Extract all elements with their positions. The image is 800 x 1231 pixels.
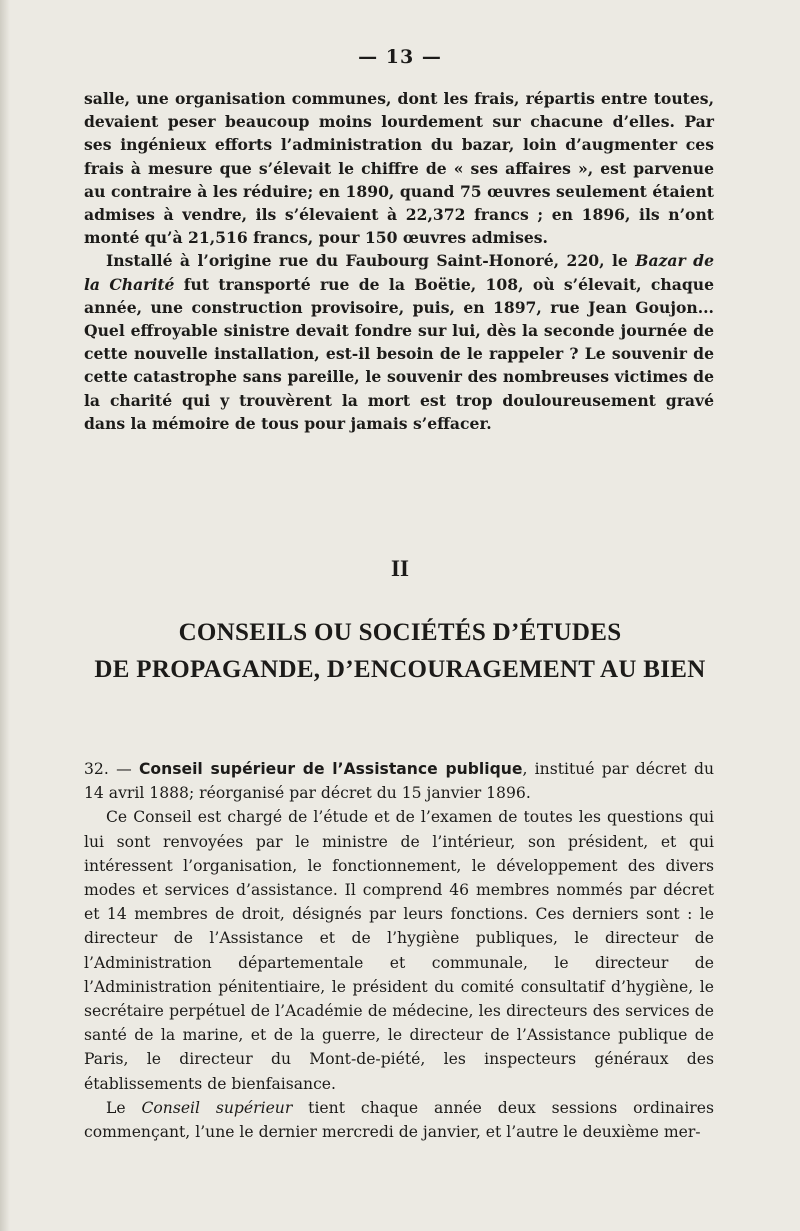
paragraph-bazar-history: Installé à l’origine rue du Faubourg Saint-Honoré, 220, le Bazar de la Charité fut transporté rue de la Boëtie, 108, où s’élevait, chaque année, une construction provisoire, puis, en 1897, rue Jean Goujon... Quel effroyable sinistre devait fondre sur lui, dès la seconde journée de cette nouvelle installation, est-il besoin de le rappeler ? Le souvenir de cette catastrophe sans pareille, le souvenir des nombreuses victimes de la charité qui y trouvèrent la mort est trop douloureusement gravé dans la mémoire de tous pour jamais s’effacer.: [84, 251, 714, 433]
entry-name: Conseil supérieur de l’Assistance publique: [138, 760, 523, 778]
entry-32-sessions: Le Conseil supérieur tient chaque année deux sessions ordinaires commençant, l’une le dernier mercredi de janvier, et l’autre le deuxième mer-: [84, 1098, 714, 1142]
section-title-line-1: CONSEILS OU SOCIÉTÉS D’ÉTUDES: [178, 619, 622, 646]
paragraph-bazar-costs: salle, une organisation communes, dont les frais, répartis entre toutes, devaient peser beaucoup moins lourdement sur chacune d’elles. Par ses ingénieux efforts l’administration du bazar, loin d’augmenter ces frais à mesure que s’élevait le chiffre de « ses affaires », est parvenue au contraire à les réduire; en 1890, quand 75 œuvres seulement étaient admises à vendre, ils s’élevaient à 22,372 francs ; en 1896, ils n’ont monté qu’à 21,516 francs, pour 150 œuvres admises.: [84, 89, 714, 248]
page-edge-shadow: [0, 0, 10, 1231]
top-text-block: [84, 87, 714, 435]
bazar-name: Bazar de la Charité: [84, 251, 714, 294]
entry-intro: , institué par décret du 14 avril 1888; réorganisé par décret du 15 janvier 1896.: [84, 760, 714, 803]
entry-32-heading: [84, 757, 714, 805]
section-title-line-2: DE PROPAGANDE, D’ENCOURAGEMENT AU BIEN: [94, 656, 706, 683]
section-number: II: [391, 556, 409, 581]
page-number: — 13 —: [358, 46, 442, 68]
entry-32-body: Ce Conseil est chargé de l’étude et de l’examen de toutes les questions qui lui sont renvoyées par le ministre de l’intérieur, son président, et qui intéressent l’organisation, le fonctionnement, le développement des divers modes et services d’assistance. Il comprend 46 membres nommés par décret et 14 membres de droit, désignés par leurs fonctions. Ces derniers sont : le directeur de l’Assistance et de l’hygiène publiques, le directeur de l’Administration départementale et communale, le directeur de l’Administration pénitentiaire, le président du comité consultatif d’hygiène, le secrétaire perpétuel de l’Académie de médecine, les directeurs des services de santé de la marine, et de la guerre, le directeur de l’Assistance publique de Paris, le directeur du Mont-de-piété, les inspecteurs généraux des établissements de bienfaisance.: [84, 808, 714, 1093]
entry-32-block: [84, 757, 714, 1144]
entry-number: 32. —: [84, 760, 139, 778]
conseil-name: Conseil supérieur: [141, 1098, 293, 1117]
